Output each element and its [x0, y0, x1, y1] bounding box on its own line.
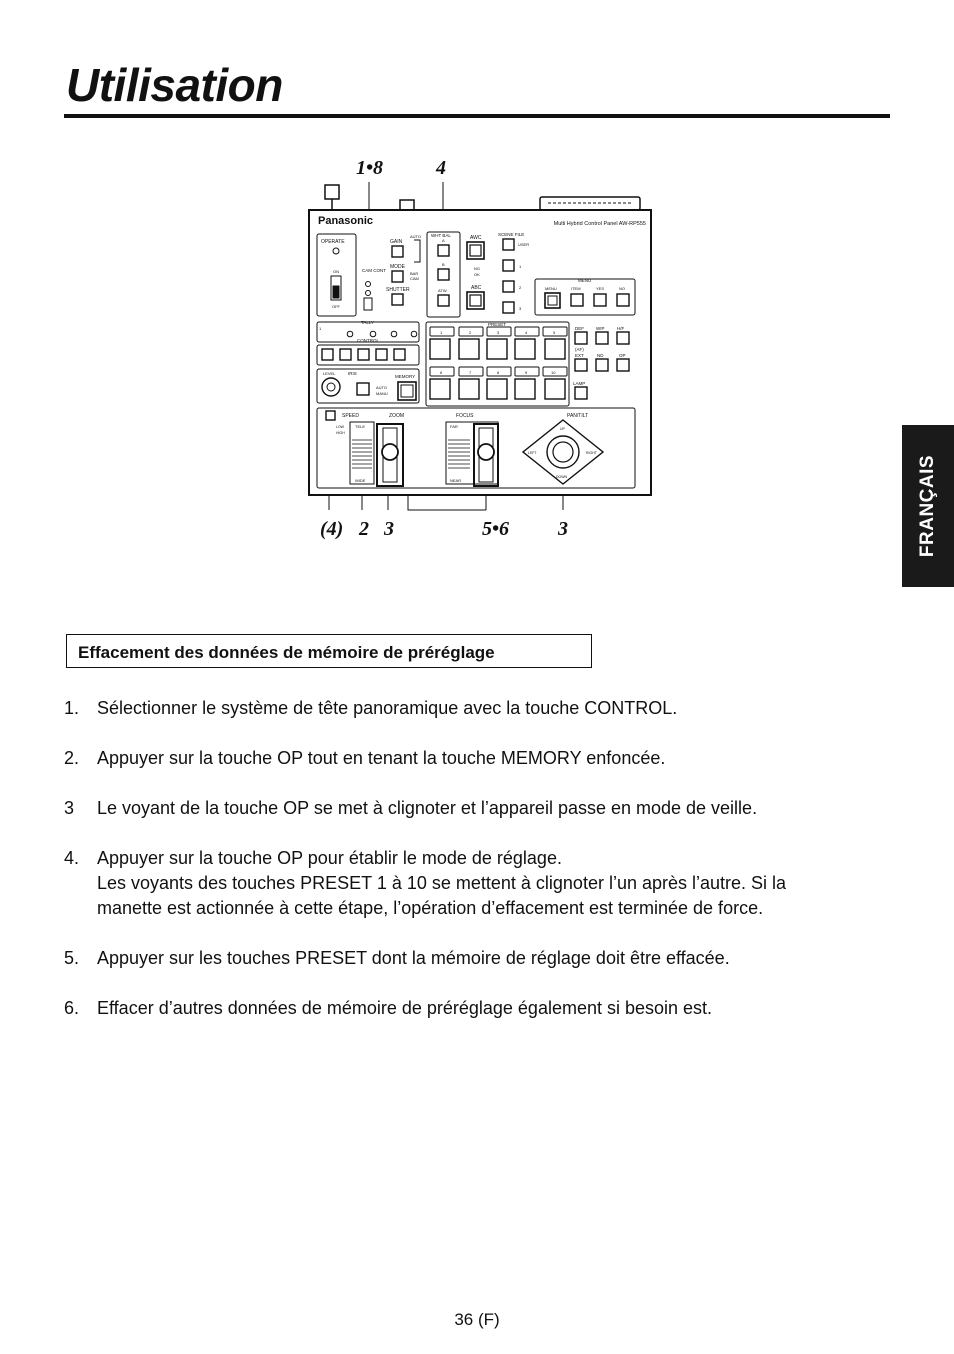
svg-text:TALLY: TALLY — [361, 320, 375, 325]
svg-text:8: 8 — [497, 370, 500, 375]
step-number: 5. — [64, 948, 80, 968]
svg-text:1: 1 — [319, 326, 322, 331]
instruction-steps — [64, 696, 894, 1046]
svg-text:ITEM: ITEM — [571, 286, 581, 291]
svg-text:SHUTTER: SHUTTER — [386, 287, 410, 293]
svg-text:USER: USER — [518, 242, 530, 247]
svg-text:B: B — [442, 262, 445, 267]
svg-text:ND: ND — [597, 353, 604, 358]
svg-text:OFF: OFF — [332, 304, 340, 309]
step-number: 4. — [64, 848, 80, 868]
step-item — [64, 746, 894, 771]
step-number: 1. — [64, 698, 80, 718]
language-tab — [902, 425, 954, 587]
svg-text:CAM CONT: CAM CONT — [362, 268, 386, 273]
svg-text:4: 4 — [525, 330, 528, 335]
svg-text:MANU: MANU — [376, 391, 388, 396]
svg-text:PAN/TILT: PAN/TILT — [567, 413, 589, 419]
svg-text:10: 10 — [551, 370, 556, 375]
step-text: Appuyer sur la touche OP tout en tenant la touche MEMORY enfoncée. — [97, 748, 666, 768]
step-number: 6. — [64, 998, 80, 1018]
page-title: Utilisation — [66, 59, 283, 111]
step-item — [64, 846, 894, 921]
callout-4-top: 4 — [436, 157, 446, 179]
svg-text:PRESET: PRESET — [488, 322, 507, 327]
svg-text:LOW: LOW — [336, 425, 344, 429]
callout-5-6: 5•6 — [482, 518, 510, 540]
svg-text:UP: UP — [560, 427, 565, 431]
svg-text:FOCUS: FOCUS — [456, 413, 474, 419]
svg-text:CAM: CAM — [410, 276, 419, 281]
svg-text:NEAR: NEAR — [450, 478, 462, 483]
svg-text:EXT: EXT — [575, 353, 584, 358]
step-text: Sélectionner le système de tête panoramique avec la touche CONTROL. — [97, 698, 678, 718]
step-text: Les voyants des touches PRESET 1 à 10 se mettent à clignoter l’un après l’autre. Si la — [97, 873, 787, 893]
svg-text:2: 2 — [519, 285, 522, 290]
svg-text:(AF): (AF) — [575, 347, 584, 352]
svg-text:LEVEL: LEVEL — [323, 371, 336, 376]
svg-text:MEMORY: MEMORY — [395, 374, 416, 379]
svg-text:MENU: MENU — [578, 278, 592, 283]
svg-text:RIGHT: RIGHT — [586, 451, 597, 455]
step-text: Le voyant de la touche OP se met à clignoter et l’appareil passe en mode de veille. — [97, 798, 758, 818]
svg-text:ABC: ABC — [471, 285, 482, 291]
svg-text:AWC: AWC — [470, 235, 482, 241]
callout-4-paren: (4) — [320, 518, 344, 540]
svg-text:2: 2 — [469, 330, 472, 335]
callout-2: 2 — [359, 518, 369, 540]
svg-text:AUTO: AUTO — [376, 385, 388, 390]
language-tab-label: FRANÇAIS — [917, 454, 938, 558]
title-rule — [64, 114, 890, 118]
svg-text:MODE: MODE — [390, 264, 405, 270]
svg-text:H/F: H/F — [617, 326, 625, 331]
step-item — [64, 796, 894, 821]
step-number: 3 — [64, 798, 75, 818]
svg-text:NG: NG — [474, 266, 480, 271]
svg-text:NO: NO — [619, 286, 625, 291]
svg-text:ON: ON — [333, 269, 339, 274]
svg-text:DEF: DEF — [575, 326, 584, 331]
step-text: Effacer d’autres données de mémoire de préréglage également si besoin est. — [97, 998, 713, 1018]
panel-model: Multi Hybrid Control Panel AW-RP555 — [553, 221, 646, 227]
section-heading-box — [66, 634, 592, 668]
svg-text:3: 3 — [497, 330, 500, 335]
svg-text:FAR: FAR — [450, 424, 458, 429]
svg-text:BAR: BAR — [410, 271, 419, 276]
panel-brand: Panasonic — [318, 215, 374, 227]
svg-text:WHT BAL: WHT BAL — [431, 233, 451, 238]
svg-text:7: 7 — [469, 370, 472, 375]
step-item — [64, 696, 894, 721]
svg-text:SCENE FILE: SCENE FILE — [498, 232, 525, 237]
svg-text:WIP: WIP — [596, 326, 605, 331]
svg-text:HIGH: HIGH — [336, 431, 345, 435]
svg-text:DOWN: DOWN — [556, 475, 568, 479]
svg-text:9: 9 — [525, 370, 528, 375]
step-text: Appuyer sur la touche OP pour établir le mode de réglage. — [97, 848, 562, 868]
svg-text:1: 1 — [440, 330, 443, 335]
svg-text:3: 3 — [519, 306, 522, 311]
svg-text:A: A — [442, 238, 445, 243]
step-text: Appuyer sur les touches PRESET dont la mémoire de réglage doit être effacée. — [97, 948, 730, 968]
svg-text:ZOOM: ZOOM — [389, 413, 404, 419]
svg-text:ATW: ATW — [438, 288, 447, 293]
svg-text:MENU: MENU — [545, 286, 557, 291]
callout-1-8: 1•8 — [356, 157, 384, 179]
svg-text:5: 5 — [553, 330, 556, 335]
step-item — [64, 996, 894, 1021]
svg-text:AUTO: AUTO — [410, 234, 422, 239]
svg-text:SPEED: SPEED — [342, 413, 359, 419]
svg-text:OP: OP — [619, 353, 626, 358]
callout-3-right: 3 — [558, 518, 568, 540]
section-heading: Effacement des données de mémoire de préréglage — [78, 643, 495, 662]
svg-text:WIDE: WIDE — [355, 478, 366, 483]
panel-top-hardware — [325, 185, 640, 210]
step-item — [64, 946, 894, 971]
svg-text:GAIN: GAIN — [390, 239, 403, 245]
control-panel-figure — [300, 150, 670, 550]
svg-text:CONTROL: CONTROL — [357, 338, 380, 343]
svg-text:OK: OK — [474, 272, 480, 277]
callout-3-left: 3 — [384, 518, 394, 540]
operate-label: OPERATE — [321, 239, 345, 245]
svg-text:LEFT: LEFT — [528, 451, 537, 455]
page-number: 36 (F) — [454, 1310, 500, 1329]
svg-text:1: 1 — [519, 264, 522, 269]
svg-text:LAMP: LAMP — [573, 381, 586, 386]
svg-text:YES: YES — [596, 286, 605, 291]
svg-text:TELE: TELE — [355, 424, 366, 429]
step-number: 2. — [64, 748, 80, 768]
step-text: manette est actionnée à cette étape, l’opération d’effacement est terminée de force. — [97, 898, 764, 918]
svg-text:IRIS: IRIS — [348, 371, 357, 376]
svg-text:6: 6 — [440, 370, 443, 375]
